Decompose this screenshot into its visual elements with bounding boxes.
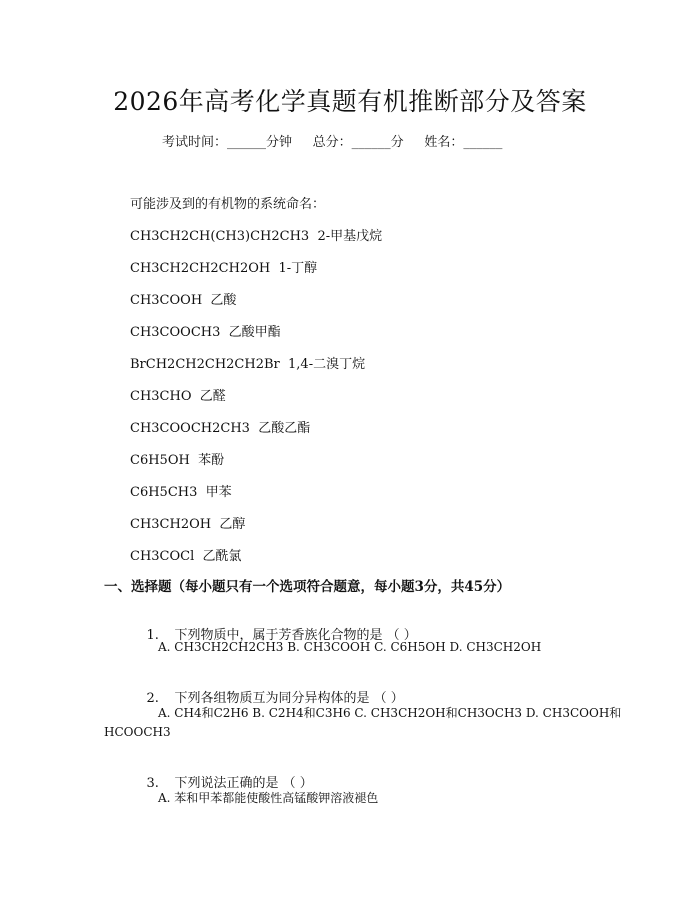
question-options: A. CH3CH2CH2CH3 B. CH3COOH C. C6H5OH D. CH3CH2OH: [158, 640, 542, 654]
question-options: A. 苯和甲苯都能使酸性高锰酸钾溶液褪色: [158, 791, 379, 805]
name-item: CH3CH2CH(CH3)CH2CH3 2-甲基戊烷: [130, 229, 383, 244]
name-item: CH3CH2OH 乙醇: [130, 517, 246, 532]
name-item: C6H5CH3 甲苯: [130, 485, 232, 500]
name-item: CH3COOH 乙酸: [130, 293, 237, 308]
question-options-continued: HCOOCH3: [104, 725, 171, 739]
exam-meta-line: 考试时间：______分钟 总分：______分 姓名：______: [162, 135, 503, 150]
question-number: 1.: [146, 628, 159, 643]
question-text: 下列物质中，属于芳香族化合物的是 （ ）: [174, 628, 417, 643]
question-text: 下列说法正确的是 （ ）: [174, 776, 313, 791]
name-item: CH3COCl 乙酰氯: [130, 549, 242, 564]
question-number: 3.: [146, 776, 159, 791]
name-item: CH3CH2CH2CH2OH 1-丁醇: [130, 261, 318, 276]
section-heading: 一、选择题（每小题只有一个选项符合题意，每小题3分，共45分）: [104, 579, 511, 595]
question-options: A. CH4和C2H6 B. C2H4和C3H6 C. CH3CH2OH和CH3OCH3 D. CH3COOH和: [158, 706, 622, 720]
name-item: CH3COOCH2CH3 乙酸乙酯: [130, 421, 311, 436]
name-item: BrCH2CH2CH2CH2Br 1,4-二溴丁烷: [130, 357, 366, 372]
question-text: 下列各组物质互为同分异构体的是 （ ）: [174, 691, 404, 706]
page-title: 2026年高考化学真题有机推断部分及答案: [113, 87, 587, 116]
name-item: C6H5OH 苯酚: [130, 453, 225, 468]
question-number: 2.: [146, 691, 159, 706]
name-item: CH3COOCH3 乙酸甲酯: [130, 325, 281, 340]
name-item: CH3CHO 乙醛: [130, 389, 226, 404]
intro-text: 可能涉及到的有机物的系统命名：: [130, 197, 326, 212]
